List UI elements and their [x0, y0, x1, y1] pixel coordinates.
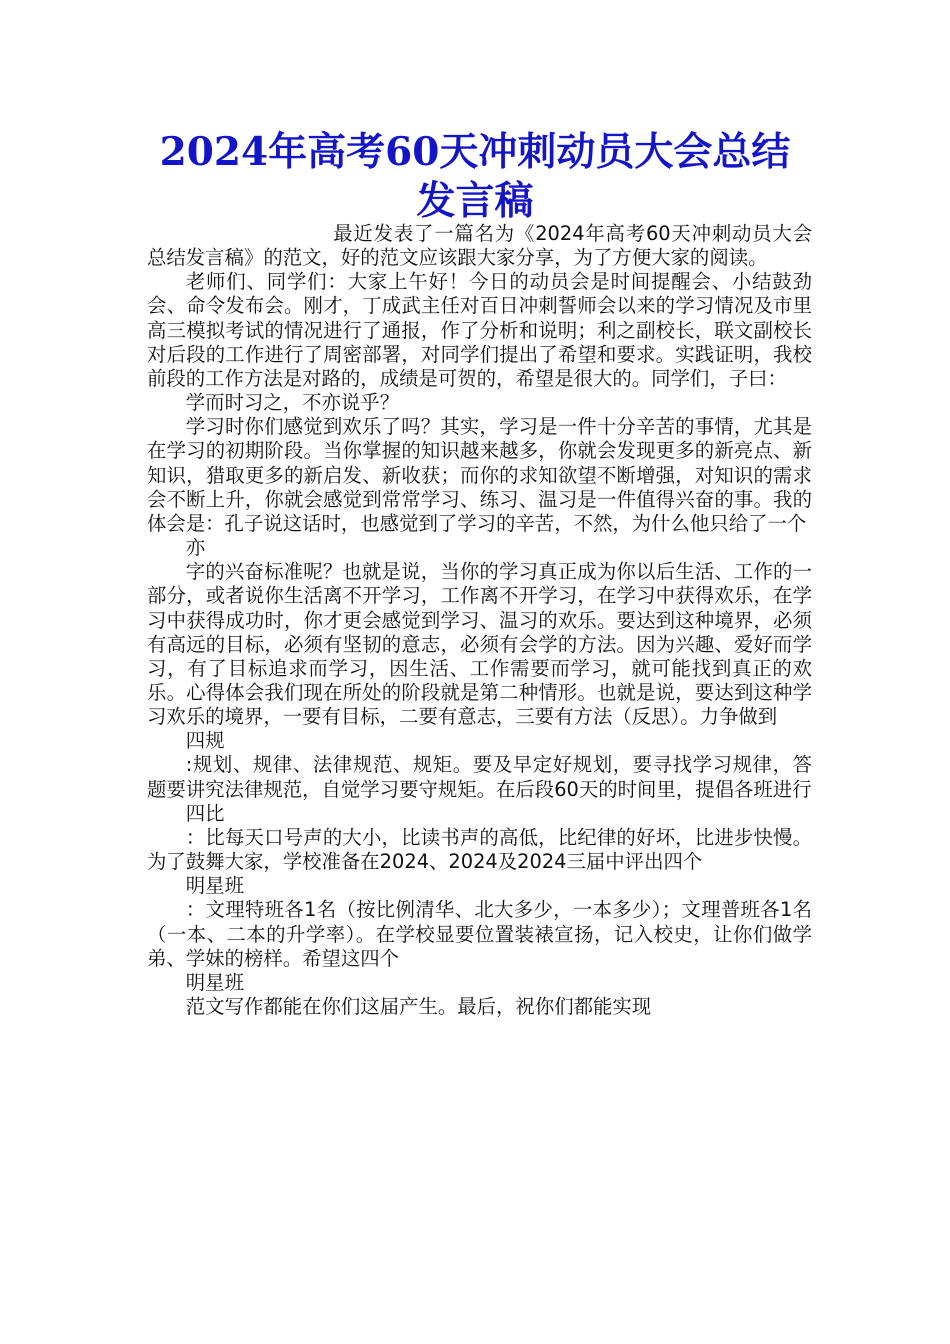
paragraph: :规划、规律、法律规范、规矩。要及早定好规划，要寻找学习规律，答题要讲究法律规范，自觉学习要守规矩。在后段60天的时间里，提倡各班进行 — [147, 753, 812, 801]
paragraph-greeting: 老师们、同学们：大家上午好！今日的动员会是时间提醒会、小结鼓劲会、命令发布会。刚才，丁成武主任对百日冲刺誓师会以来的学习情况及市里高三模拟考试的情况进行了通报，作了分析和说明；利之副校长，联文副校长对后段的工作进行了周密部署，对同学们提出了希望和要求。实践证明，我校前段的工作方法是对路的，成绩是可贺的，希望是很大的。同学们，子曰： — [147, 270, 812, 390]
document-title-line-1: 2024年高考60天冲刺动员大会总结 — [159, 129, 791, 175]
paragraph: ：比每天口号声的大小，比读书声的高低，比纪律的好坏，比进步快慢。为了鼓舞大家，学校准备在2024、2024及2024三届中评出四个 — [147, 825, 812, 874]
paragraph-closing: 范文写作都能在你们这届产生。最后，祝你们都能实现 — [185, 995, 652, 1018]
document-title-line-2: 发言稿 — [416, 178, 534, 224]
paragraph-heading-star-class: 明星班 — [185, 874, 244, 898]
paragraph-intro: 最近发表了一篇名为《2024年高考60天冲刺动员大会总结发言稿》的范文，好的范文应该跟大家分享，为了方便大家的阅读。 — [147, 222, 812, 270]
document-body — [147, 222, 812, 1019]
paragraph-heading-star-class: 明星班 — [185, 970, 244, 994]
paragraph: 学习时你们感觉到欢乐了吗？其实，学习是一件十分辛苦的事情，尤其是在学习的初期阶段。当你掌握的知识越来越多，你就会发现更多的新亮点、新知识，猎取更多的新启发、新收获；而你的求知欲望不断增强，对知识的需求会不断上升，你就会感觉到常常学习、练习、温习是一件值得兴奋的事。我的体会是：孔子说这话时，也感觉到了学习的辛苦，不然，为什么他只给了一个 — [147, 415, 812, 535]
paragraph: 亦 — [185, 536, 206, 560]
paragraph-heading-four-comparisons: 四比 — [185, 801, 225, 825]
paragraph: 字的兴奋标准呢？也就是说，当你的学习真正成为你以后生活、工作的一部分，或者说你生活离不开学习，工作离不开学习，在学习中获得欢乐，在学习中获得成功时，你才更会感觉到学习、温习的欢乐。要达到这种境界，必须有高远的目标，必须有坚韧的意志，必须有会学的方法。因为兴趣、爱好而学习，有了目标追求而学习，因生活、工作需要而学习，就可能找到真正的欢乐。心得体会我们现在所处的阶段就是第二种情形。也就是说，要达到这种学习欢乐的境界，一要有目标，二要有意志，三要有方法（反思）。力争做到 — [147, 560, 812, 729]
paragraph: ：文理特班各1名（按比例清华、北大多少，一本多少）；文理普班各1名（一本、二本的升学率）。在学校显要位置装裱宣扬，记入校史，让你们做学弟、学妹的榜样。希望这四个 — [147, 898, 812, 970]
paragraph-heading-four-rules: 四规 — [185, 729, 225, 753]
paragraph-quote: 学而时习之，不亦说乎？ — [185, 391, 400, 415]
